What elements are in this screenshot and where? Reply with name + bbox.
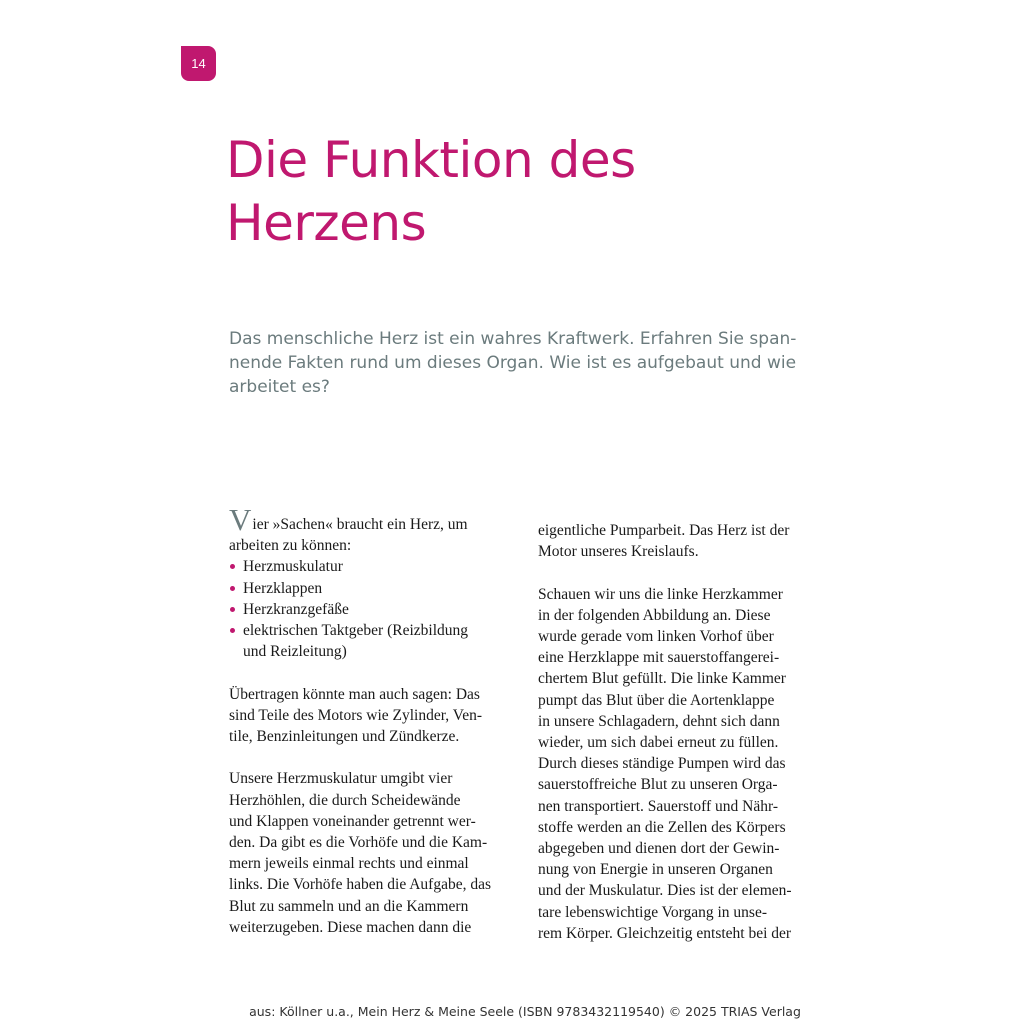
text-line: arbeiten zu können: [229,537,352,555]
text-line: rem Körper. Gleichzeitig entsteht bei der [538,924,792,942]
text-line: links. Die Vorhöfe haben die Aufgabe, das [229,876,492,894]
text-line: tile, Benzinleitungen und Zündkerze. [229,728,460,746]
page-title [226,129,786,255]
text-line: chertem Blut gefüllt. Die linke Kammer [538,670,786,688]
text-line: wurde gerade vom linken Vorhof über [538,628,774,645]
text-line: pumpt das Blut über die Aortenklappe [538,691,775,709]
text-line: sauerstoffreiche Blut zu unseren Orga- [538,776,778,794]
title-line: Herzens [226,194,427,252]
opening-line-text: ier »Sachen« braucht ein Herz, um [252,516,468,533]
list-item [229,599,519,620]
intro-line: nende Fakten rund um dieses Organ. Wie ist es aufgebaut und wie [229,353,797,373]
bullet-list [229,556,519,662]
bullet-icon [230,586,235,591]
text-line: Schauen wir uns die linke Herzkammer [538,585,783,603]
paragraph [229,768,519,938]
text-line: weiterzugeben. Diese machen dann die [229,918,472,936]
text-line: wieder, um sich dabei erneut zu füllen. [538,734,779,752]
text-line: in unsere Schlagadern, dehnt sich dann [538,712,780,730]
title-line: Die Funktion des [226,131,636,189]
drop-cap: V [229,502,252,537]
text-line: Durch dieses ständige Pumpen wird das [538,755,786,773]
list-item-text: Herzmuskulatur [243,558,343,576]
text-line: nen transportiert. Sauerstoff und Nähr- [538,797,779,815]
page-number-badge: 14 [181,46,216,81]
list-item [229,556,519,577]
text-line: eine Herzklappe mit sauerstoffangerei- [538,649,780,667]
bullet-icon [230,607,235,612]
list-item-continuation: und Reizleitung) [243,643,347,661]
list-item [229,578,519,599]
paragraph [538,584,828,944]
text-line: sind Teile des Motors wie Zylinder, Ven- [229,706,483,724]
text-line: und Klappen voneinander getrennt wer- [229,812,476,830]
list-item-text: Herzkranzgefäße [243,600,349,618]
text-line: eigentliche Pumparbeit. Das Herz ist der [538,522,790,539]
text-line: den. Da gibt es die Vorhöfe und die Kam- [229,834,488,852]
intro-paragraph [229,327,819,399]
text-line: und der Muskulatur. Dies ist der elemen- [538,882,792,900]
text-line: Übertragen könnte man auch sagen: Das [229,685,480,703]
list-item-text: Herzklappen [243,579,323,597]
text-line: stoffe werden an die Zellen des Körpers [538,818,786,836]
text-line: Herzhöhlen, die durch Scheidewände [229,791,461,809]
text-line: mern jeweils einmal rechts und einmal [229,855,469,873]
text-line: Blut zu sammeln und an die Kammern [229,897,469,915]
intro-line: arbeitet es? [229,377,330,397]
left-column [229,502,519,938]
opening-line [229,502,519,537]
text-line: nung von Energie in unseren Organen [538,861,773,879]
list-item [229,620,519,641]
list-item-text: elektrischen Taktgeber (Reizbildung [243,622,469,640]
paragraph [538,520,828,562]
text-line: Unsere Herzmuskulatur umgibt vier [229,770,453,788]
bullet-icon [230,628,235,633]
text-line: in der folgenden Abbildung an. Diese [538,606,771,624]
paragraph [229,684,519,748]
text-line: abgegeben und dienen dort der Gewin- [538,840,780,858]
text-line: Motor unseres Kreislaufs. [538,543,699,561]
right-column [538,520,828,944]
bullet-icon [230,564,235,569]
source-footer: aus: Köllner u.a., Mein Herz & Meine Seele (ISBN 9783432119540) © 2025 TRIAS Verlag [249,1004,801,1019]
intro-line: Das menschliche Herz ist ein wahres Kraftwerk. Erfahren Sie span- [229,329,797,349]
text-line: tare lebenswichtige Vorgang in unse- [538,903,768,921]
